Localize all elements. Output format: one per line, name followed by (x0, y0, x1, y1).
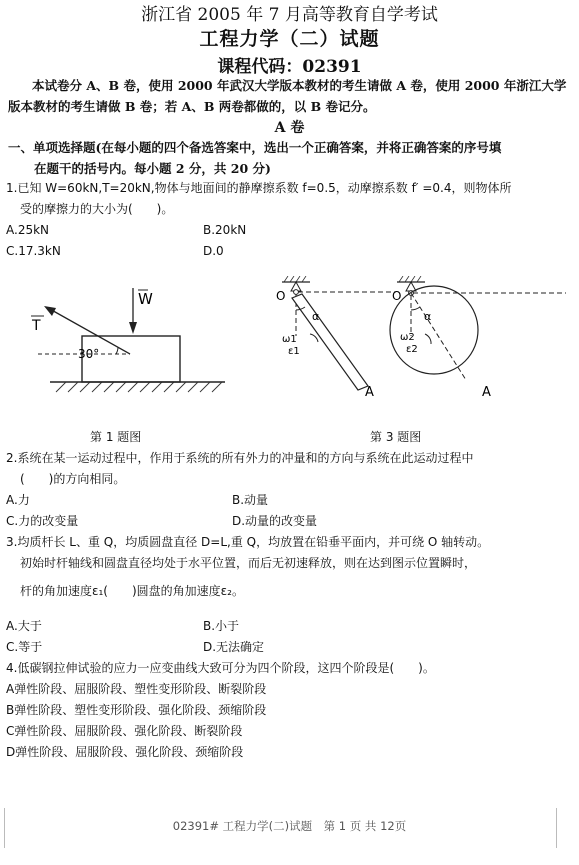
alpha-right-label: α (424, 310, 432, 323)
omega-1-label: ω1 (282, 334, 297, 345)
question-1-stem-line1: 1.已知 W=60kN,T=20kN,物体与地面间的静摩擦系数 f=0.5，动摩擦系数 f′ =0.4，则物体所 (6, 181, 512, 195)
force-t-label: T (32, 318, 41, 334)
question-4-stem: 4.低碳钢拉伸试验的应力一应变曲线大致可分为四个阶段，这四个阶段是( )。 (6, 661, 435, 675)
question-2-option-c: C.力的改变量 (6, 514, 79, 528)
epsilon-1-label: ε1 (288, 346, 300, 357)
question-1-option-d: D.0 (203, 244, 224, 258)
paper-a-heading: A 卷 (274, 120, 305, 136)
section-heading-line2: 在题干的括号内。每小题 2 分，共 20 分) (34, 161, 271, 176)
pivot-o-right-label: O (392, 289, 402, 303)
epsilon-2-label: ε2 (406, 344, 418, 355)
exam-instructions: 本试卷分 A、B 卷，使用 2000 年武汉大学版本教材的考生请做 A 卷，使用 2000 年浙江大学版本教材的考生请做 B 卷；若 A、B 两卷都做的，以 B 卷记分。 (8, 78, 567, 114)
question-2-stem-line1: 2.系统在某一运动过程中，作用于系统的所有外力的冲量和的方向与系统在此运动过程中 (6, 451, 474, 465)
question-1-option-a: A.25kN (6, 223, 50, 237)
question-4-option-a: A弹性阶段、屈服阶段、塑性变形阶段、断裂阶段 (6, 682, 267, 696)
omega-2-label: ω2 (400, 332, 415, 343)
pivot-o-left-label: O (276, 289, 286, 303)
end-a-left-label: A (365, 385, 374, 400)
question-2-stem-line2: ( )的方向相同。 (20, 472, 126, 486)
question-3-stem-line1: 3.均质杆长 L、重 Q，均质圆盘直径 D=L,重 Q，均放置在铅垂平面内，并可绕 O 轴转动。 (6, 535, 490, 549)
question-1-option-c: C.17.3kN (6, 244, 61, 258)
end-a-right-label: A (482, 385, 491, 400)
course-title: 工程力学（二）试题 (199, 28, 380, 50)
question-3-stem-line2: 初始时杆轴线和圆盘直径均处于水平位置，而后无初速释放，则在达到图示位置瞬时， (20, 556, 477, 570)
question-3-option-a: A.大于 (6, 619, 42, 633)
figure-3-caption: 第 3 题图 (370, 430, 422, 444)
question-4-option-d: D弹性阶段、屈服阶段、强化阶段、颈缩阶段 (6, 745, 244, 759)
figure-1-block-on-ground (20, 270, 260, 410)
course-code: 课程代码：02391 (217, 57, 362, 77)
figure-3-rod-and-disk (270, 276, 570, 406)
question-4-option-c: C弹性阶段、屈服阶段、强化阶段、断裂阶段 (6, 724, 243, 738)
question-3-option-b: B.小于 (203, 619, 240, 633)
page-footer: 02391# 工程力学(二)试题 第 1 页 共 12页 (172, 819, 407, 833)
question-4-option-b: B弹性阶段、塑性变形阶段、强化阶段、颈缩阶段 (6, 703, 267, 717)
question-2-option-b: B.动量 (232, 493, 269, 507)
question-2-option-a: A.力 (6, 493, 30, 507)
section-heading (8, 137, 573, 179)
angle-30-label: 30° (78, 347, 100, 361)
question-3-stem-line3: 杆的角加速度ε₁( )圆盘的角加速度ε₂。 (20, 584, 244, 598)
question-1-option-b: B.20kN (203, 223, 247, 237)
alpha-left-label: α (312, 310, 320, 323)
force-w-label: W (138, 290, 153, 308)
section-heading-line1: 一、单项选择题(在每小题的四个备选答案中，选出一个正确答案，并将正确答案的序号填 (8, 140, 502, 155)
question-3-option-c: C.等于 (6, 640, 43, 654)
question-3-option-d: D.无法确定 (203, 640, 265, 654)
question-1-stem-line2: 受的摩擦力的大小为( )。 (20, 202, 174, 216)
figure-1-caption: 第 1 题图 (90, 430, 142, 444)
exam-title: 浙江省 2005 年 7 月高等教育自学考试 (141, 5, 438, 25)
question-2-option-d: D.动量的改变量 (232, 514, 318, 528)
